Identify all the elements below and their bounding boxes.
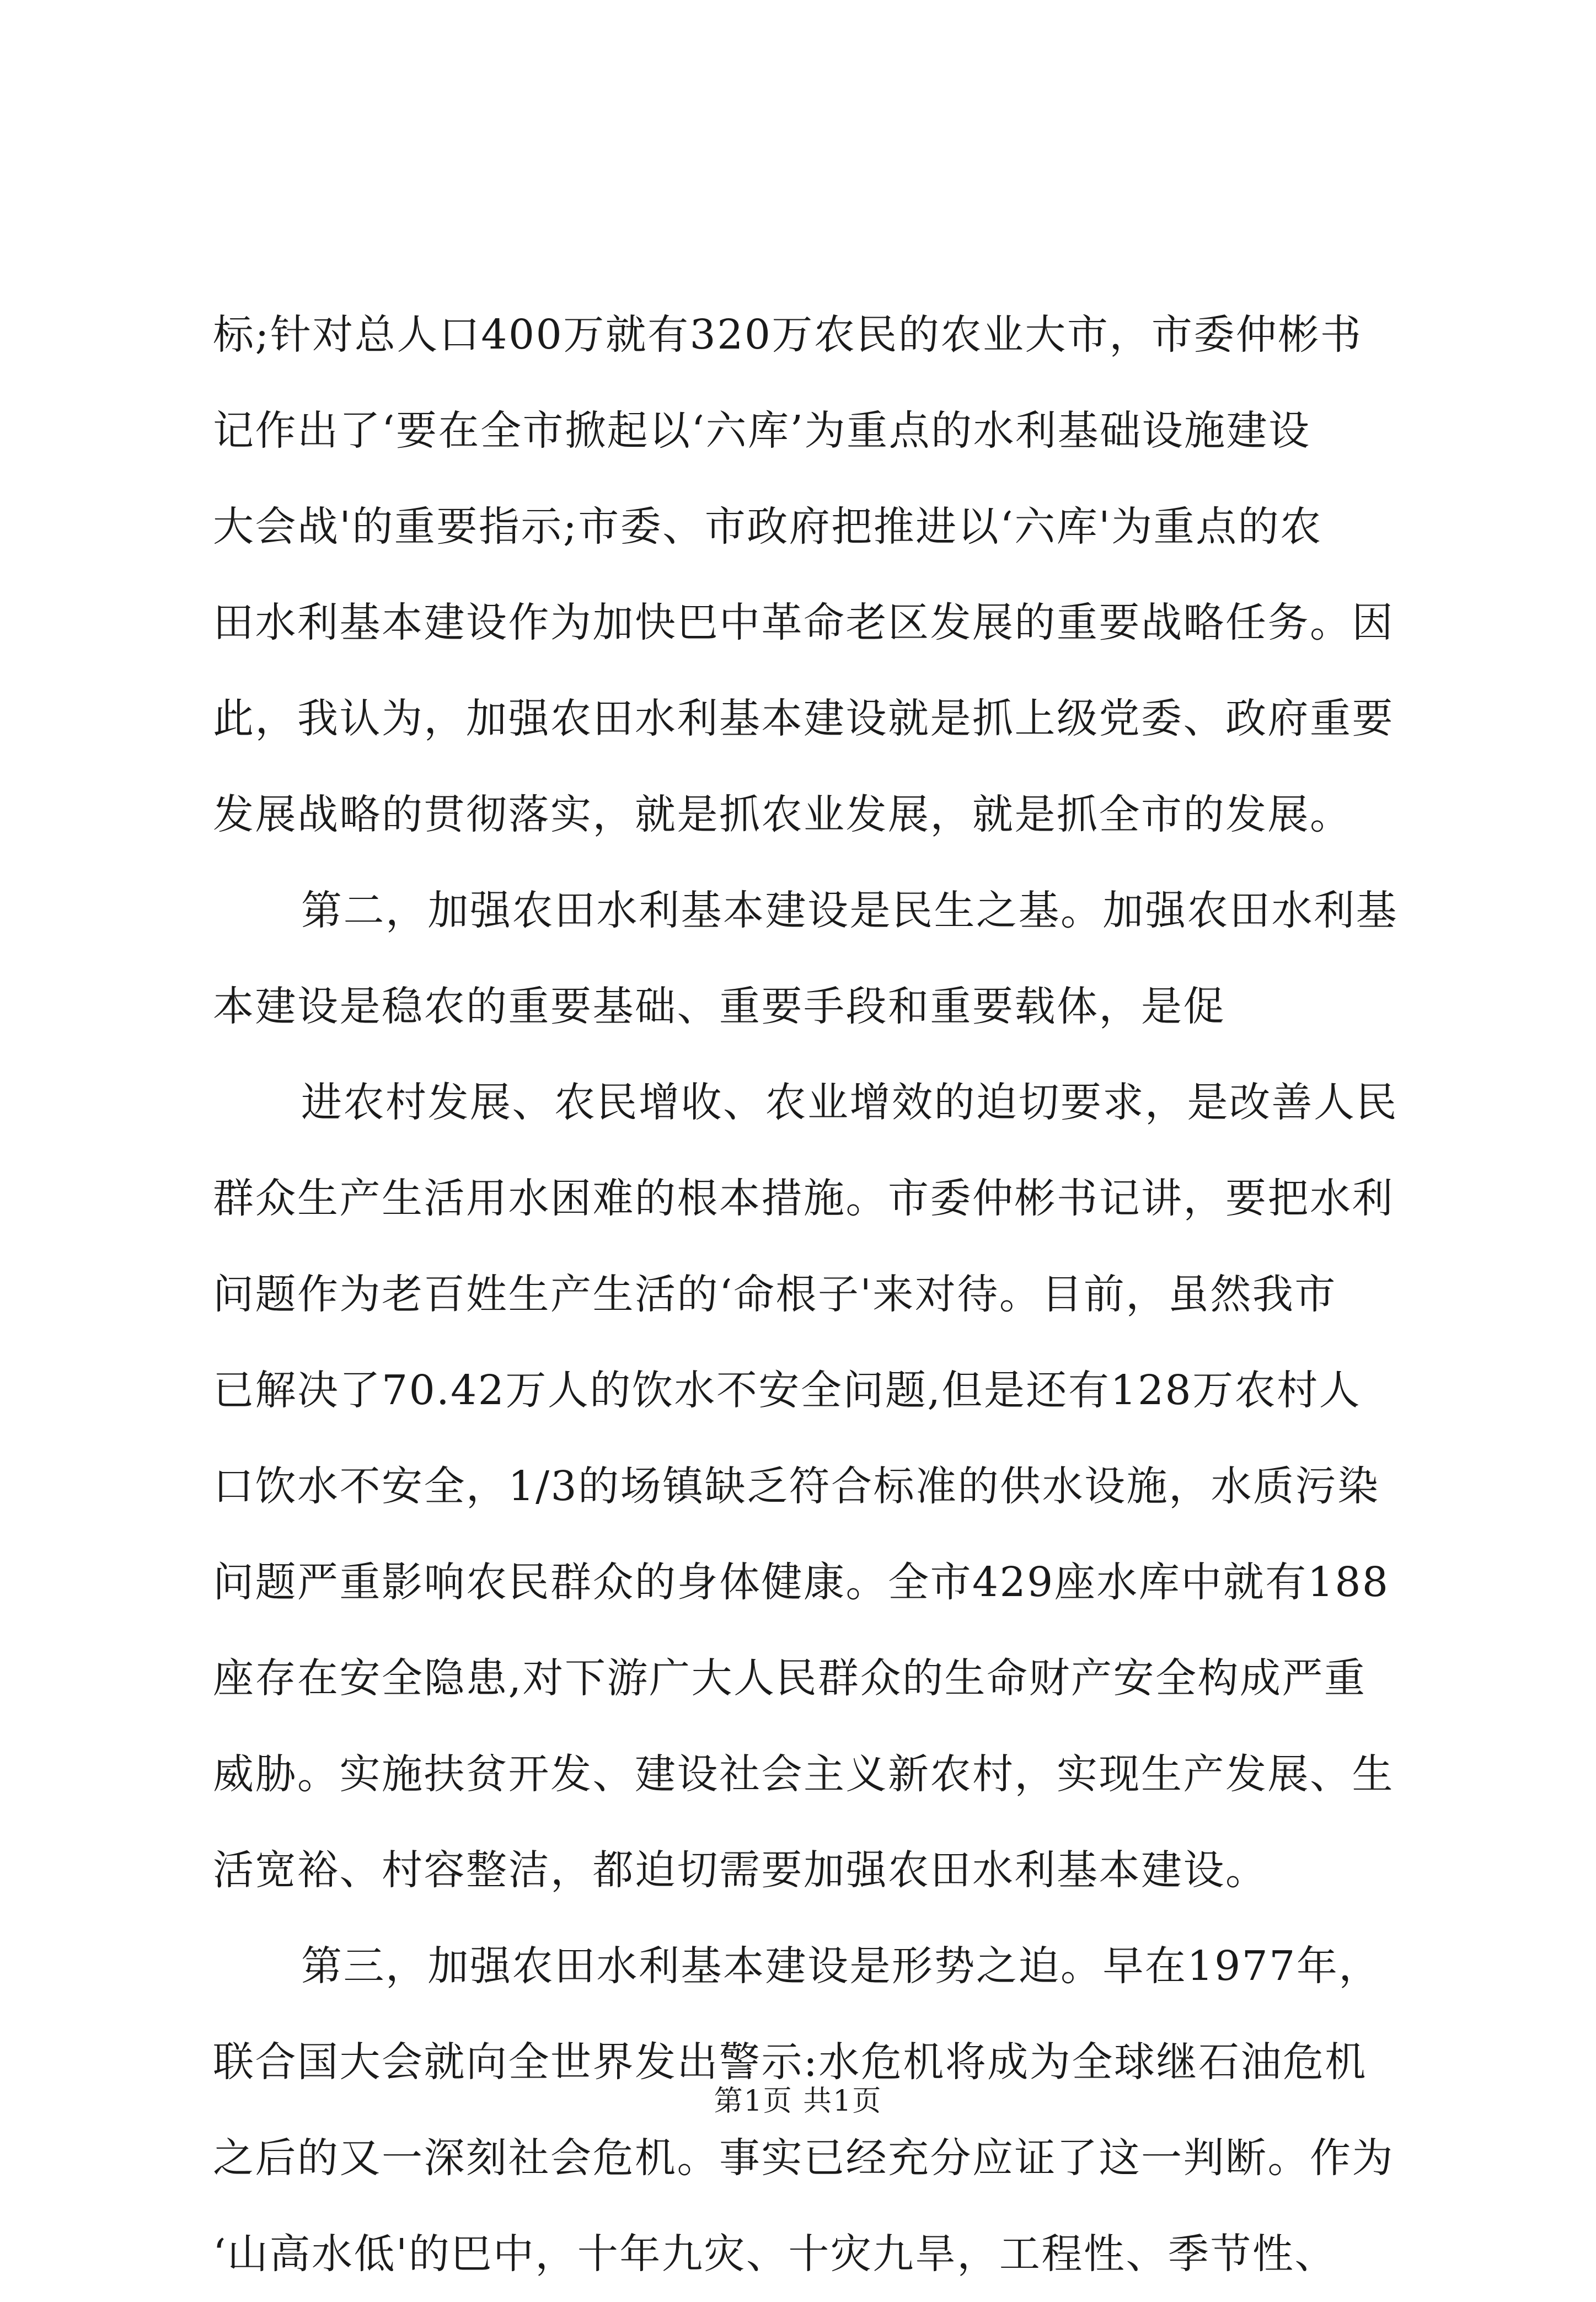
text-line: 记作出了‘要在全市掀起以‘六库’为重点的水利基础设施建设 — [213, 407, 1311, 454]
document-body — [213, 287, 1404, 2302]
text-line: 活宽裕、村容整洁，都迫切需要加强农田水利基本建设。 — [213, 1846, 1268, 1894]
text-line: 大会战'的重要指示;市委、市政府把推进以‘六库'为重点的农 — [213, 503, 1322, 550]
text-line: 进农村发展、农民增收、农业增效的迫切要求，是改善人民 — [301, 1079, 1398, 1126]
text-line: 田水利基本建设作为加快巴中革命老区发展的重要战略任务。因 — [213, 599, 1394, 646]
page-footer: 第1页 共1页 — [714, 2085, 882, 2118]
text-line: 之后的又一深刻社会危机。事实已经充分应证了这一判断。作为 — [213, 2134, 1394, 2182]
text-line: 问题作为老百姓生产生活的‘命根子'来对待。目前，虽然我市 — [213, 1271, 1337, 1318]
text-line: ‘山高水低'的巴中，十年九灾、十灾九旱，工程性、季节性、 — [213, 2230, 1337, 2278]
text-line: 群众生产生活用水困难的根本措施。市委仲彬书记讲，要把水利 — [213, 1175, 1394, 1222]
text-line: 第二，加强农田水利基本建设是民生之基。加强农田水利基 — [301, 887, 1398, 934]
text-line: 标;针对总人口400万就有320万农民的农业大市，市委仲彬书 — [213, 311, 1363, 358]
text-line: 威胁。实施扶贫开发、建设社会主义新农村，实现生产发展、生 — [213, 1750, 1394, 1798]
text-line: 本建设是稳农的重要基础、重要手段和重要载体，是促 — [213, 983, 1225, 1030]
text-line: 联合国大会就向全世界发出警示:水危机将成为全球继石油危机 — [213, 2038, 1367, 2086]
text-line: 第三，加强农田水利基本建设是形势之迫。早在1977年， — [301, 1942, 1381, 1990]
text-line: 座存在安全隐患,对下游广大人民群众的生命财产安全构成严重 — [213, 1655, 1367, 1702]
text-line: 口饮水不安全，1/3的场镇缺乏符合标准的供水设施，水质污染 — [213, 1463, 1380, 1510]
text-line: 问题严重影响农民群众的身体健康。全市429座水库中就有188 — [213, 1559, 1390, 1606]
text-line: 已解决了70.42万人的饮水不安全问题,但是还有128万农村人 — [213, 1367, 1362, 1414]
text-line: 发展战略的贯彻落实，就是抓农业发展，就是抓全市的发展。 — [213, 791, 1352, 838]
text-line: 此，我认为，加强农田水利基本建设就是抓上级党委、政府重要 — [213, 695, 1394, 742]
